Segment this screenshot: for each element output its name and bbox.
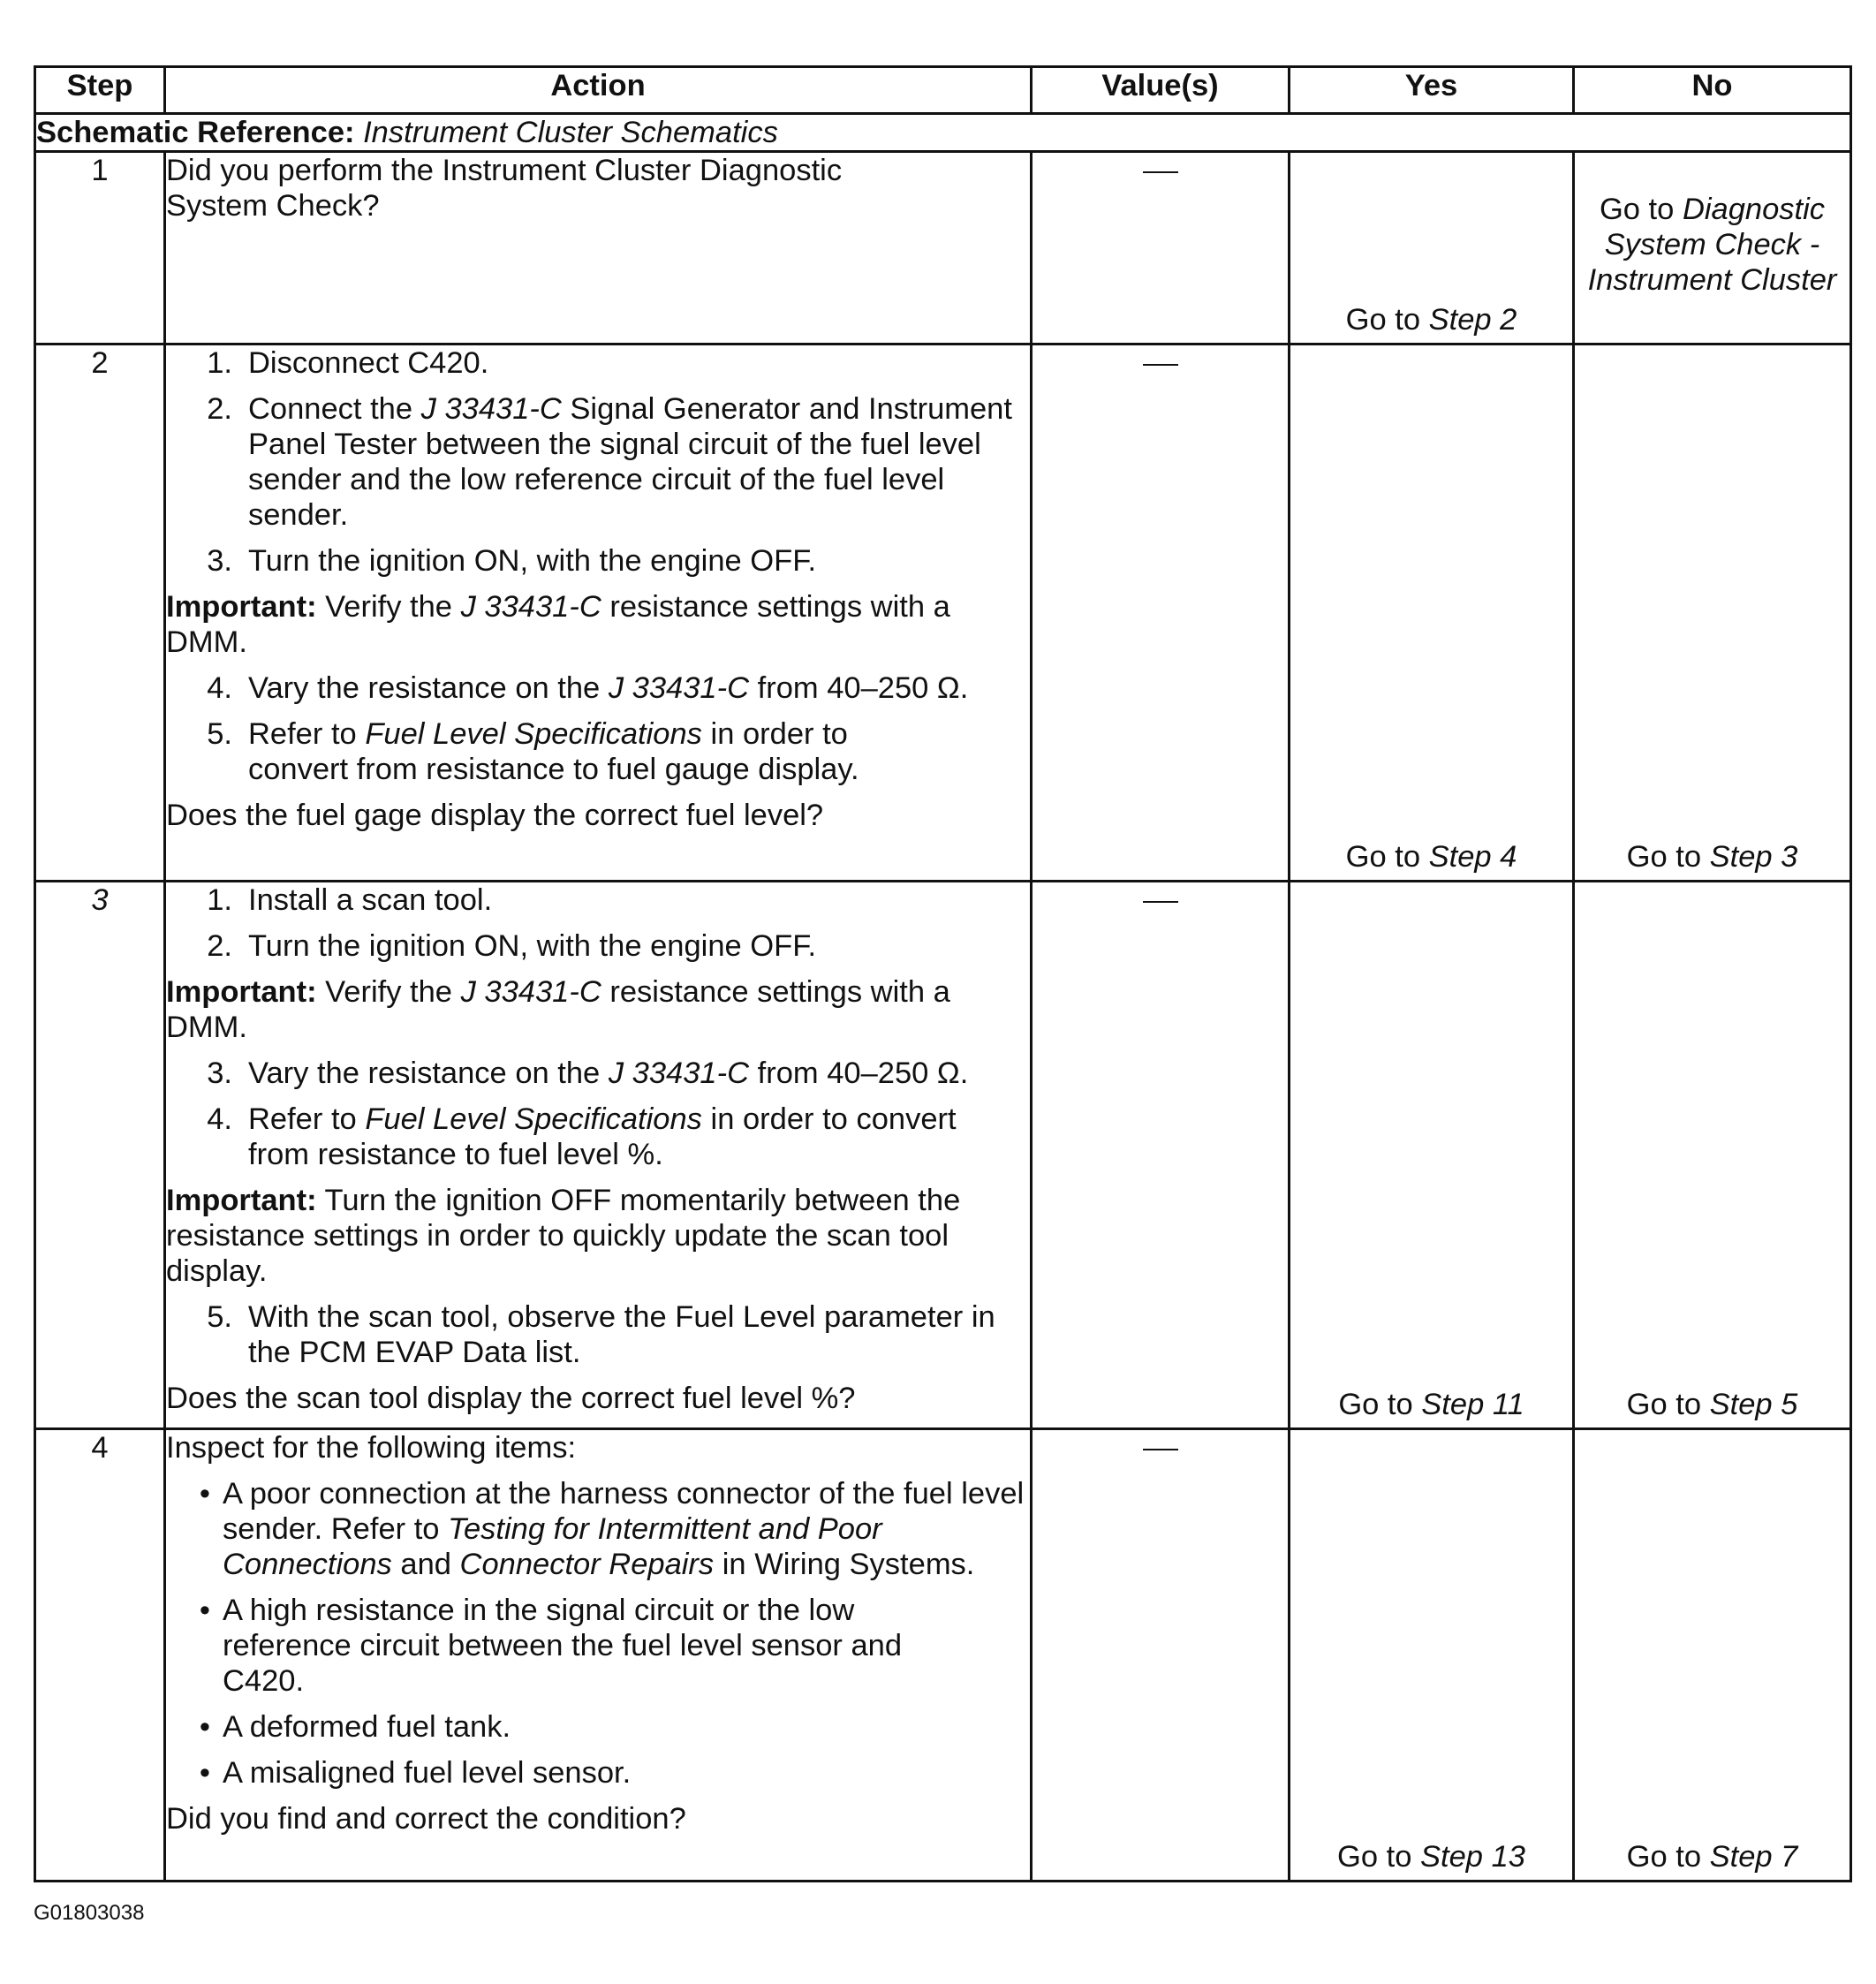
no-cell <box>1574 152 1851 345</box>
inspect-intro: Inspect for the following items: <box>166 1431 577 1465</box>
table-row <box>35 1429 1851 1882</box>
goto-link[interactable]: Step 3 <box>1709 840 1798 874</box>
no-cell <box>1574 1429 1851 1882</box>
yes-cell <box>1290 152 1574 345</box>
item-number: 2. <box>207 929 232 963</box>
list-item <box>166 670 1030 706</box>
list-item <box>166 1299 1030 1370</box>
goto-prefix: Go to <box>1599 193 1675 226</box>
step-question: Does the fuel gage display the correct fuel level? <box>166 799 824 832</box>
list-item <box>166 1593 1030 1699</box>
tool-reference: J 33431-C <box>608 1056 750 1090</box>
important-note: Important: Turn the ignition OFF momentarily between the resistance settings in order to quickly update the scan tool display. <box>166 1184 961 1288</box>
goto-prefix: Go to <box>1345 840 1421 874</box>
action-cell <box>165 882 1032 1429</box>
goto-prefix: Go to <box>1626 840 1702 874</box>
step-question: Did you find and correct the condition? <box>166 1802 686 1836</box>
action-cell <box>165 152 1032 345</box>
goto-link[interactable]: Step 7 <box>1709 1840 1798 1874</box>
item-text: Refer to Fuel Level Specifications in order to convert from resistance to fuel level %. <box>248 1102 957 1171</box>
diagnostic-table <box>34 65 1852 1882</box>
list-item <box>166 1056 1030 1091</box>
table-row <box>35 345 1851 882</box>
no-cell <box>1574 345 1851 882</box>
reference-label: Schematic Reference: <box>36 116 355 149</box>
list-item <box>166 1709 1030 1745</box>
goto-link[interactable]: Diagnostic System Check - Instrument Cluster <box>1587 193 1837 297</box>
item-number: 5. <box>207 717 232 751</box>
list-item <box>166 1476 1030 1582</box>
list-item <box>166 391 1030 533</box>
step-number: 2 <box>35 345 165 882</box>
item-number: 4. <box>207 1102 232 1136</box>
step-number: 4 <box>35 1429 165 1882</box>
step-question: Did you perform the Instrument Cluster Diagnostic System Check? <box>166 154 843 223</box>
tool-reference: J 33431-C <box>420 392 562 426</box>
list-item <box>166 928 1030 964</box>
value-dash <box>1143 364 1178 366</box>
important-note: Important: Verify the J 33431-C resistance settings with a DMM. <box>166 590 950 659</box>
value-dash <box>1143 171 1178 173</box>
item-number: 1. <box>207 346 232 380</box>
bullet-icon: • <box>199 1710 210 1744</box>
item-number: 3. <box>207 1056 232 1090</box>
figure-id: G01803038 <box>34 1901 145 1925</box>
important-note: Important: Verify the J 33431-C resistance settings with a DMM. <box>166 975 950 1044</box>
item-number: 5. <box>207 1300 232 1334</box>
no-cell <box>1574 882 1851 1429</box>
bullet-icon: • <box>199 1756 210 1790</box>
goto-prefix: Go to <box>1337 1840 1412 1874</box>
spec-link[interactable]: Fuel Level Specifications <box>365 717 702 751</box>
header-yes: Yes <box>1290 67 1574 114</box>
reference-link[interactable]: Testing for Intermittent and Poor Connections <box>223 1512 882 1581</box>
goto-prefix: Go to <box>1626 1840 1702 1874</box>
tool-reference: J 33431-C <box>460 590 601 624</box>
item-text: Connect the J 33431-C Signal Generator and Instrument Panel Tester between the signal circuit of the fuel level sender and the low reference circuit of the fuel level sender. <box>248 392 1012 532</box>
item-text: Turn the ignition ON, with the engine OFF. <box>248 544 817 578</box>
header-row <box>35 67 1851 114</box>
bullet-icon: • <box>199 1594 210 1627</box>
reference-link[interactable]: Instrument Cluster Schematics <box>363 116 778 149</box>
bullet-icon: • <box>199 1477 210 1511</box>
yes-cell <box>1290 1429 1574 1882</box>
value-cell <box>1032 152 1290 345</box>
value-dash <box>1143 1449 1178 1450</box>
item-number: 3. <box>207 544 232 578</box>
list-item <box>166 543 1030 579</box>
header-values: Value(s) <box>1032 67 1290 114</box>
item-text: A high resistance in the signal circuit or the low reference circuit between the fuel level sensor and C420. <box>223 1594 903 1698</box>
goto-link[interactable]: Step 13 <box>1420 1840 1525 1874</box>
list-item <box>166 882 1030 918</box>
item-number: 4. <box>207 671 232 705</box>
value-dash <box>1143 901 1178 903</box>
goto-link[interactable]: Step 11 <box>1421 1388 1524 1421</box>
action-cell <box>165 345 1032 882</box>
goto-prefix: Go to <box>1345 303 1421 337</box>
yes-cell <box>1290 882 1574 1429</box>
tool-reference: J 33431-C <box>460 975 601 1009</box>
spec-link[interactable]: Fuel Level Specifications <box>365 1102 702 1136</box>
goto-link[interactable]: Step 2 <box>1428 303 1517 337</box>
goto-prefix: Go to <box>1338 1388 1413 1421</box>
step-question: Does the scan tool display the correct fuel level %? <box>166 1382 856 1415</box>
item-number: 2. <box>207 392 232 426</box>
goto-prefix: Go to <box>1626 1388 1702 1421</box>
goto-link[interactable]: Step 4 <box>1428 840 1517 874</box>
value-cell <box>1032 882 1290 1429</box>
yes-cell <box>1290 345 1574 882</box>
table-row <box>35 882 1851 1429</box>
action-cell <box>165 1429 1032 1882</box>
table-row <box>35 152 1851 345</box>
item-text: Vary the resistance on the J 33431-C from 40–250 Ω. <box>248 1056 969 1090</box>
item-text: Turn the ignition ON, with the engine OFF. <box>248 929 817 963</box>
item-text: Refer to Fuel Level Specifications in order to convert from resistance to fuel gauge display. <box>248 717 859 786</box>
list-item <box>166 716 1030 787</box>
item-text: A misaligned fuel level sensor. <box>223 1756 632 1790</box>
item-text: Install a scan tool. <box>248 883 493 917</box>
step-number: 3 <box>35 882 165 1429</box>
value-cell <box>1032 1429 1290 1882</box>
item-text: A poor connection at the harness connector of the fuel level sender. Refer to Testing for Intermittent and Poor Connections and Connector Repairs in Wiring Systems. <box>223 1477 1025 1581</box>
goto-link[interactable]: Step 5 <box>1709 1388 1798 1421</box>
list-item <box>166 1755 1030 1791</box>
item-text: A deformed fuel tank. <box>223 1710 511 1744</box>
header-no: No <box>1574 67 1851 114</box>
reference-link[interactable]: Connector Repairs <box>459 1548 715 1581</box>
schematic-reference <box>35 114 1851 152</box>
list-item <box>166 1102 1030 1172</box>
item-text: Disconnect C420. <box>248 346 489 380</box>
header-action: Action <box>165 67 1032 114</box>
step-number: 1 <box>35 152 165 345</box>
header-step: Step <box>35 67 165 114</box>
item-text: With the scan tool, observe the Fuel Level parameter in the PCM EVAP Data list. <box>248 1300 995 1369</box>
value-cell <box>1032 345 1290 882</box>
tool-reference: J 33431-C <box>608 671 750 705</box>
list-item <box>166 345 1030 381</box>
schematic-reference-row <box>35 114 1851 152</box>
item-number: 1. <box>207 883 232 917</box>
item-text: Vary the resistance on the J 33431-C from 40–250 Ω. <box>248 671 969 705</box>
